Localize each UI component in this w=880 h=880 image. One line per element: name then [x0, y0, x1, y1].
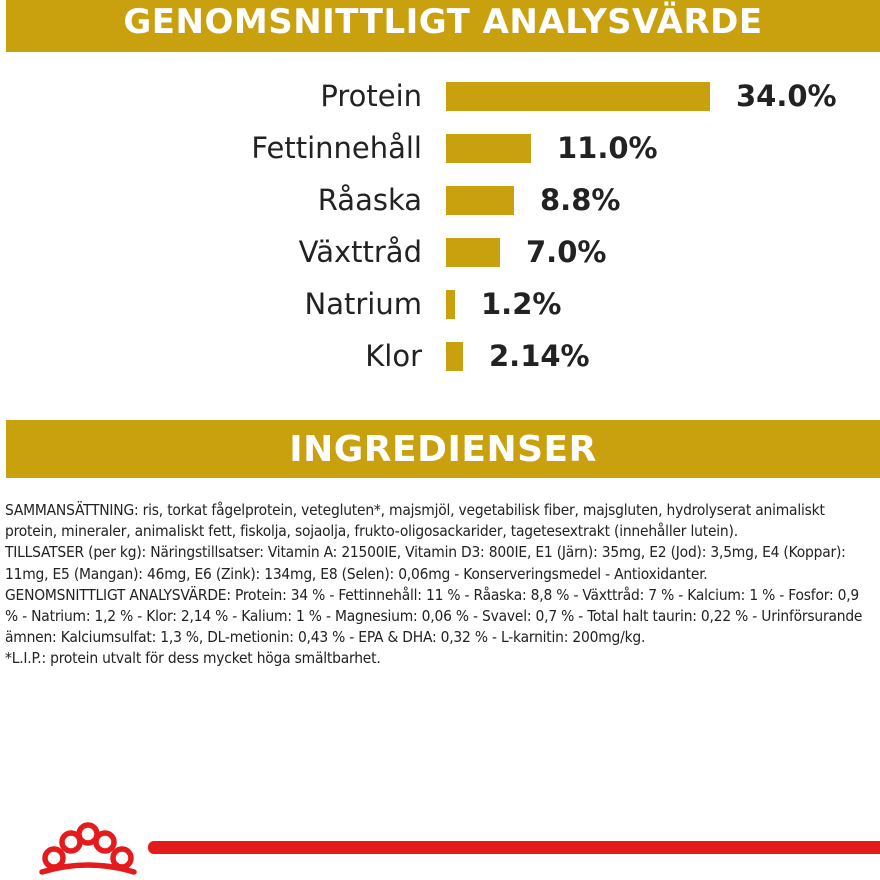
footnote-paragraph: *L.I.P.: protein utvalt för dess mycket höga smältbarhet. — [5, 649, 381, 668]
crown-icon — [28, 818, 148, 878]
nutrition-value: 8.8% — [540, 183, 621, 217]
nutrition-label: Klor — [365, 339, 422, 373]
nutrition-value: 2.14% — [489, 339, 590, 373]
nutrition-value: 11.0% — [557, 131, 658, 165]
footer-red-line — [148, 841, 880, 854]
nutrition-bar — [446, 134, 531, 163]
nutrition-value: 7.0% — [526, 235, 607, 269]
nutrition-row — [0, 70, 880, 122]
nutrition-bar — [446, 238, 500, 267]
nutrition-label: Natrium — [304, 287, 422, 321]
ingredients-banner — [6, 420, 880, 478]
nutrition-bar — [446, 82, 710, 111]
additives-paragraph: TILLSATSER (per kg): Näringstillsatser: Vitamin A: 21500IE, Vitamin D3: 800IE, E1 (Järn): 35mg, E2 (Jod): 3,5mg, E4 (Koppar): 11mg, E5 (Mangan): 46mg, E6 (Zink): 134mg, E8 (Selen): 0,06mg - Konserveringsmedel - Antioxidanter. — [5, 543, 846, 583]
nutrition-label: Fettinnehåll — [251, 131, 422, 165]
nutrition-bar — [446, 186, 514, 215]
analysis-title: GENOMSNITTLIGT ANALYSVÄRDE — [123, 2, 763, 42]
nutrition-label: Protein — [320, 79, 422, 113]
nutrition-value: 34.0% — [736, 79, 837, 113]
nutrition-row — [0, 122, 880, 174]
ingredients-text — [5, 500, 875, 670]
ingredients-title: INGREDIENSER — [289, 429, 597, 470]
analysis-paragraph: GENOMSNITTLIGT ANALYSVÄRDE: Protein: 34 % - Fettinnehåll: 11 % - Råaska: 8,8 % - Växttråd: 7 % - Kalcium: 1 % - Fosfor: 0,9 % - Natrium: 1,2 % - Klor: 2,14 % - Kalium: 1 % - Magnesium: 0,06 % - Svavel: 0,7 % - Total halt taurin: 0,22 % - Urinförsurande ämnen: Kalciumsulfat: 1,3 %, DL-metionin: 0,43 % - EPA & DHA: 0,32 % - L-karnitin: 200mg/kg. — [5, 585, 863, 647]
brand-footer — [0, 810, 880, 880]
nutrition-label: Råaska — [317, 183, 422, 217]
nutrition-bar — [446, 290, 455, 319]
nutrition-label: Växttråd — [298, 235, 422, 269]
nutrition-value: 1.2% — [481, 287, 562, 321]
nutrition-row — [0, 278, 880, 330]
nutrition-bar — [446, 342, 463, 371]
composition-paragraph: SAMMANSÄTTNING: ris, torkat fågelprotein, vetegluten*, majsmjöl, vegetabilisk fiber, majsgluten, hydrolyserat animaliskt protein, mineraler, animaliskt fett, fiskolja, sojaolja, frukto-oligosackarider, tagetesextrakt (innehåller lutein). — [5, 501, 825, 541]
nutrition-row — [0, 226, 880, 278]
nutrition-row — [0, 174, 880, 226]
nutrition-row — [0, 330, 880, 382]
nutrition-bar-list — [0, 70, 880, 400]
analysis-banner — [6, 0, 880, 52]
